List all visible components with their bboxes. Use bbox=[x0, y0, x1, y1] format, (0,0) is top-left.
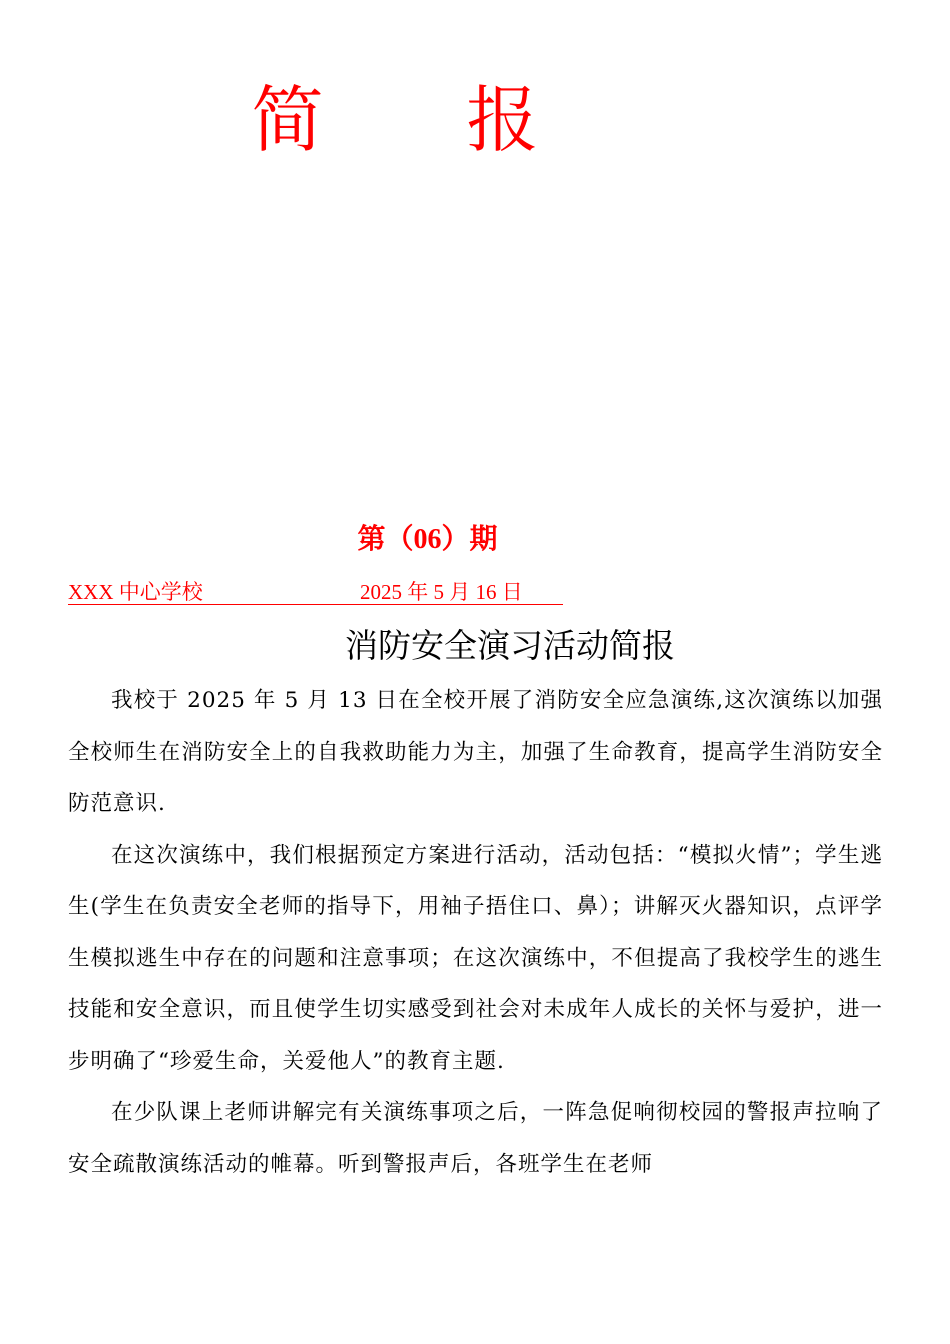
publish-date: 2025 年 5 月 16 日 bbox=[360, 580, 523, 604]
school-name: XXX 中心学校 bbox=[68, 580, 203, 604]
issue-number: 第（06）期 bbox=[357, 524, 498, 555]
article-title: 消防安全演习活动简报 bbox=[345, 626, 675, 665]
paragraph: 在这次演练中，我们根据预定方案进行活动，活动包括：“模拟火情”；学生逃生(学生在负责安全老师的指导下，用袖子捂住口、鼻）；讲解灭火器知识，点评学生模拟逃生中存在的问题和注意事项；在这次演练中，不但提高了我校学生的逃生技能和安全意识，而且使学生切实感受到社会对未成年人成长的关怀与爱护，进一步明确了“珍爱生命，关爱他人”的教育主题. bbox=[68, 842, 883, 1074]
masthead-title: 简 报 bbox=[251, 78, 599, 162]
masthead-info-line bbox=[68, 580, 563, 605]
paragraph: 在少队课上老师讲解完有关演练事项之后，一阵急促响彻校园的警报声拉响了安全疏散演练活动的帷幕。听到警报声后，各班学生在老师 bbox=[68, 1100, 883, 1177]
paragraph: 我校于 2025 年 5 月 13 日在全校开展了消防安全应急演练,这次演练以加强全校师生在消防安全上的自我救助能力为主，加强了生命教育，提高学生消防安全防范意识. bbox=[68, 688, 883, 816]
article-body bbox=[68, 675, 883, 1190]
